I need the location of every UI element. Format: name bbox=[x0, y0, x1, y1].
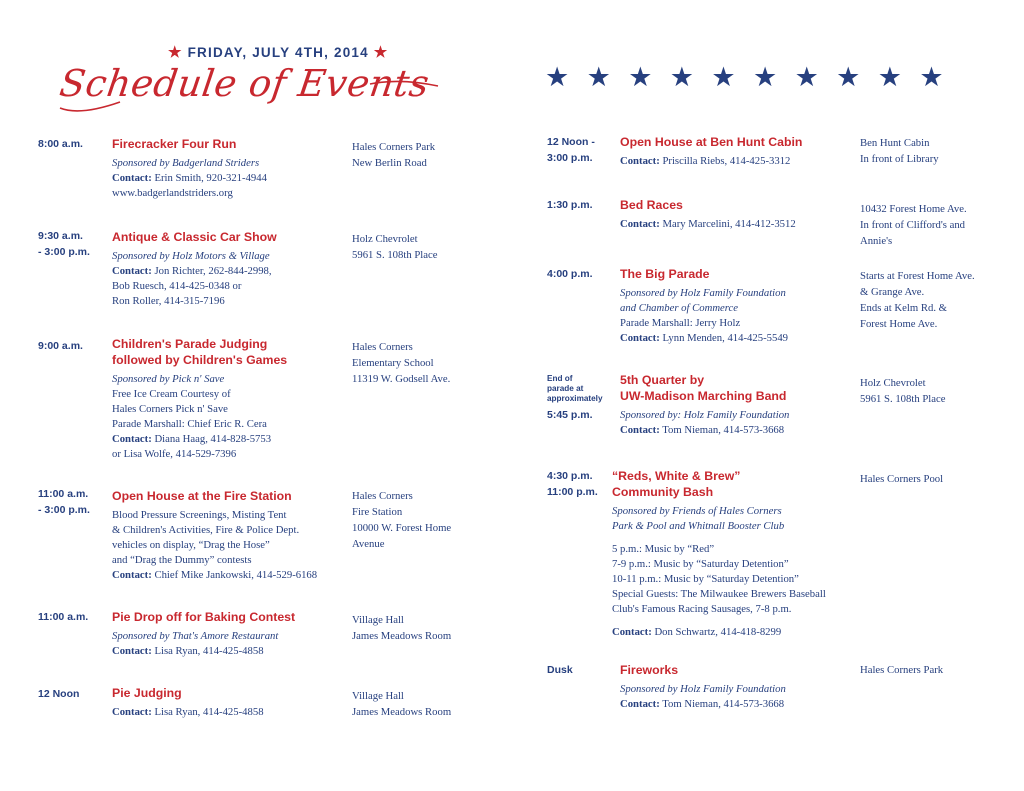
detail-text: Tom Nieman, 414-573-3668 bbox=[659, 424, 785, 436]
event-time-note: End of bbox=[547, 374, 573, 383]
event-title: UW-Madison Marching Band bbox=[620, 389, 787, 403]
sponsor-text: Sponsored by Friends of Hales Corners bbox=[612, 505, 782, 517]
event-detail-line bbox=[112, 644, 264, 659]
contact-label: Contact: bbox=[112, 433, 152, 445]
event-detail-line bbox=[112, 553, 252, 568]
event-location: 5961 S. 108th Place bbox=[352, 249, 438, 261]
blue-star-icon: ★ bbox=[794, 62, 819, 92]
event-detail-line bbox=[112, 417, 267, 432]
event-location: 5961 S. 108th Place bbox=[860, 393, 946, 405]
red-star-icon: ★ bbox=[168, 44, 183, 61]
event-detail-line bbox=[112, 249, 270, 264]
detail-text: or Lisa Wolfe, 414-529-7396 bbox=[112, 448, 237, 460]
event-time-note: parade at bbox=[547, 384, 584, 393]
event-location: Ben Hunt Cabin bbox=[860, 137, 930, 149]
event-detail-line bbox=[112, 387, 231, 402]
event-title: Community Bash bbox=[612, 485, 714, 499]
event-detail-line bbox=[620, 316, 740, 331]
event-detail-line bbox=[112, 372, 224, 387]
event-time: 11:00 a.m. bbox=[38, 488, 89, 500]
detail-text: Ron Roller, 414-315-7196 bbox=[112, 295, 225, 307]
event-location: Elementary School bbox=[352, 357, 434, 369]
contact-label: Contact: bbox=[620, 218, 660, 230]
event-title: Bed Races bbox=[620, 198, 683, 212]
event-time: 11:00 a.m. bbox=[38, 611, 89, 623]
detail-text: Bob Ruesch, 414-425-0348 or bbox=[112, 280, 242, 292]
blue-star-icon: ★ bbox=[836, 62, 861, 92]
detail-text: Lynn Menden, 414-425-5549 bbox=[659, 332, 789, 344]
sponsor-text: Sponsored by: Holz Family Foundation bbox=[620, 409, 790, 421]
event-location: Holz Chevrolet bbox=[860, 377, 926, 389]
detail-text: Chief Mike Jankowski, 414-529-6168 bbox=[151, 569, 318, 581]
event-location: Avenue bbox=[352, 538, 385, 550]
event-title: Open House at Ben Hunt Cabin bbox=[620, 135, 803, 149]
sponsor-text: Sponsored by Holz Family Foundation bbox=[620, 683, 786, 695]
detail-text: Blood Pressure Screenings, Misting Tent bbox=[112, 509, 287, 521]
event-detail-line bbox=[112, 629, 278, 644]
contact-label: Contact: bbox=[620, 698, 660, 710]
event-location: New Berlin Road bbox=[352, 157, 427, 169]
event-detail-line bbox=[620, 408, 789, 423]
event-location: Village Hall bbox=[352, 614, 404, 626]
detail-text: Lisa Ryan, 414-425-4858 bbox=[151, 645, 264, 657]
event-detail-line bbox=[612, 557, 789, 572]
event-location: James Meadows Room bbox=[352, 630, 452, 642]
event-detail-line bbox=[612, 587, 826, 602]
event-location: 10000 W. Forest Home bbox=[352, 522, 452, 534]
blue-star-icon: ★ bbox=[919, 62, 944, 92]
event-location: Holz Chevrolet bbox=[352, 233, 418, 245]
detail-text: 5 p.m.: Music by “Red” bbox=[612, 543, 715, 555]
contact-label: Contact: bbox=[112, 706, 152, 718]
event-detail-line bbox=[112, 447, 236, 462]
sponsor-text: Sponsored by That's Amore Restaurant bbox=[112, 630, 279, 642]
event-time: 12 Noon bbox=[38, 688, 80, 700]
detail-text: Club's Famous Racing Sausages, 7-8 p.m. bbox=[612, 603, 792, 615]
event-time: - 3:00 p.m. bbox=[38, 504, 90, 516]
event-time: 4:30 p.m. bbox=[547, 470, 593, 482]
event-location: Hales Corners Pool bbox=[860, 473, 944, 485]
event-location: Fire Station bbox=[352, 506, 403, 518]
event-location: In front of Library bbox=[860, 153, 939, 165]
contact-label: Contact: bbox=[112, 645, 152, 657]
detail-text: 10-11 p.m.: Music by “Saturday Detention” bbox=[612, 573, 799, 585]
event-title: Open House at the Fire Station bbox=[112, 489, 292, 503]
blue-star-icon: ★ bbox=[586, 62, 611, 92]
event-title: 5th Quarter by bbox=[620, 373, 705, 387]
event-location: Hales Corners Park bbox=[352, 141, 436, 153]
event-time: 5:45 p.m. bbox=[547, 409, 593, 421]
sponsor-text: Sponsored by Holz Family Foundation bbox=[620, 287, 786, 299]
event-title: Antique & Classic Car Show bbox=[112, 230, 277, 244]
event-detail-line bbox=[620, 154, 790, 169]
contact-label: Contact: bbox=[612, 626, 652, 638]
event-detail-line bbox=[112, 508, 287, 523]
event-time: - 3:00 p.m. bbox=[38, 246, 90, 258]
event-detail-line bbox=[112, 432, 271, 447]
event-detail-line bbox=[612, 602, 791, 617]
event-detail-line bbox=[112, 538, 270, 553]
event-detail-line bbox=[612, 504, 782, 519]
contact-label: Contact: bbox=[620, 155, 660, 167]
event-location: Ends at Kelm Rd. & bbox=[860, 302, 947, 314]
event-time: 9:30 a.m. bbox=[38, 230, 83, 242]
sponsor-text: Park & Pool and Whitnall Booster Club bbox=[612, 520, 785, 532]
sponsor-text: Sponsored by Holz Motors & Village bbox=[112, 250, 270, 262]
event-detail-line bbox=[112, 156, 259, 171]
detail-text: & Children's Activities, Fire & Police Dept. bbox=[112, 524, 300, 536]
blue-star-row bbox=[545, 62, 961, 93]
detail-text: and “Drag the Dummy” contests bbox=[112, 554, 252, 566]
detail-text: Diana Haag, 414-828-5753 bbox=[151, 433, 272, 445]
event-detail-line bbox=[112, 402, 228, 417]
event-time: 1:30 p.m. bbox=[547, 199, 593, 211]
event-detail-line bbox=[612, 519, 784, 534]
event-time: 12 Noon - bbox=[547, 136, 595, 148]
event-title: Pie Drop off for Baking Contest bbox=[112, 610, 296, 624]
event-title: “Reds, White & Brew” bbox=[612, 469, 741, 483]
detail-text: vehicles on display, “Drag the Hose” bbox=[112, 539, 270, 551]
blue-star-icon: ★ bbox=[752, 62, 778, 92]
sponsor-text: Sponsored by Pick n' Save bbox=[112, 373, 225, 385]
blue-star-icon: ★ bbox=[669, 62, 694, 92]
detail-text: Tom Nieman, 414-573-3668 bbox=[659, 698, 785, 710]
event-location: 11319 W. Godsell Ave. bbox=[352, 373, 451, 385]
event-location: Hales Corners bbox=[352, 490, 413, 502]
event-detail-line bbox=[112, 279, 241, 294]
event-location: 10432 Forest Home Ave. bbox=[860, 203, 967, 215]
event-detail-line bbox=[612, 542, 714, 557]
event-detail-line bbox=[112, 523, 299, 538]
red-star-icon: ★ bbox=[373, 44, 389, 61]
contact-label: Contact: bbox=[620, 332, 660, 344]
page-title: Schedule of Events bbox=[56, 62, 433, 105]
detail-text: Priscilla Riebs, 414-425-3312 bbox=[659, 155, 791, 167]
event-detail-line bbox=[612, 625, 781, 640]
event-time: 3:00 p.m. bbox=[547, 152, 593, 164]
blue-star-icon: ★ bbox=[628, 62, 653, 92]
event-location: Village Hall bbox=[352, 690, 404, 702]
event-detail-line bbox=[112, 294, 225, 309]
contact-label: Contact: bbox=[112, 569, 152, 581]
detail-text: Parade Marshall: Jerry Holz bbox=[620, 317, 741, 329]
event-location: Starts at Forest Home Ave. bbox=[860, 270, 975, 282]
sponsor-text: and Chamber of Commerce bbox=[620, 302, 739, 314]
event-detail-line bbox=[620, 682, 786, 697]
contact-label: Contact: bbox=[620, 424, 660, 436]
event-title: Fireworks bbox=[620, 663, 679, 677]
event-title: Children's Parade Judging bbox=[112, 337, 268, 351]
detail-text: Mary Marcelini, 414-412-3512 bbox=[659, 218, 796, 230]
detail-text: www.badgerlandstriders.org bbox=[112, 187, 233, 199]
event-location: & Grange Ave. bbox=[860, 286, 925, 298]
event-location: Hales Corners bbox=[352, 341, 413, 353]
event-detail-line bbox=[112, 171, 267, 186]
sponsor-text: Sponsored by Badgerland Striders bbox=[112, 157, 260, 169]
event-time: 9:00 a.m. bbox=[38, 340, 83, 352]
detail-text: Special Guests: The Milwaukee Brewers Baseball bbox=[612, 588, 826, 600]
detail-text: Hales Corners Pick n' Save bbox=[112, 403, 228, 415]
contact-label: Contact: bbox=[112, 265, 152, 277]
event-time: Dusk bbox=[547, 664, 573, 676]
event-date: FRIDAY, JULY 4TH, 2014 bbox=[187, 45, 369, 60]
event-time: 11:00 p.m. bbox=[547, 486, 598, 498]
event-detail-line bbox=[112, 186, 233, 201]
event-detail-line bbox=[620, 301, 738, 316]
contact-label: Contact: bbox=[112, 172, 152, 184]
detail-text: Lisa Ryan, 414-425-4858 bbox=[151, 706, 264, 718]
event-location: James Meadows Room bbox=[352, 706, 452, 718]
event-detail-line bbox=[620, 697, 784, 712]
event-date-header bbox=[168, 43, 388, 61]
event-time-note: approximately bbox=[547, 394, 603, 403]
event-detail-line bbox=[112, 264, 272, 279]
event-detail-line bbox=[620, 217, 796, 232]
detail-text: 7-9 p.m.: Music by “Saturday Detention” bbox=[612, 558, 789, 570]
event-location: Forest Home Ave. bbox=[860, 318, 938, 330]
event-time: 8:00 a.m. bbox=[38, 138, 83, 150]
event-detail-line bbox=[620, 423, 784, 438]
event-detail-line bbox=[620, 331, 788, 346]
event-time: 4:00 p.m. bbox=[547, 268, 593, 280]
event-title: Firecracker Four Run bbox=[112, 137, 237, 151]
event-detail-line bbox=[112, 705, 264, 720]
detail-text: Erin Smith, 920-321-4944 bbox=[151, 172, 267, 184]
event-detail-line bbox=[112, 568, 317, 583]
event-title: followed by Children's Games bbox=[112, 353, 288, 367]
event-detail-line bbox=[612, 572, 799, 587]
event-location: In front of Clifford's and bbox=[860, 219, 966, 231]
event-title: The Big Parade bbox=[620, 267, 710, 281]
title-swash-decoration bbox=[40, 72, 440, 122]
detail-text: Free Ice Cream Courtesy of bbox=[112, 388, 231, 400]
blue-star-icon: ★ bbox=[711, 62, 736, 92]
detail-text: Parade Marshall: Chief Eric R. Cera bbox=[112, 418, 267, 430]
detail-text: Jon Richter, 262-844-2998, bbox=[151, 265, 272, 277]
event-detail-line bbox=[620, 286, 786, 301]
detail-text: Don Schwartz, 414-418-8299 bbox=[651, 626, 782, 638]
blue-star-icon: ★ bbox=[545, 62, 570, 92]
blue-star-icon: ★ bbox=[877, 62, 902, 92]
event-title: Pie Judging bbox=[112, 686, 182, 700]
event-location: Hales Corners Park bbox=[860, 664, 944, 676]
event-location: Annie's bbox=[860, 235, 893, 247]
